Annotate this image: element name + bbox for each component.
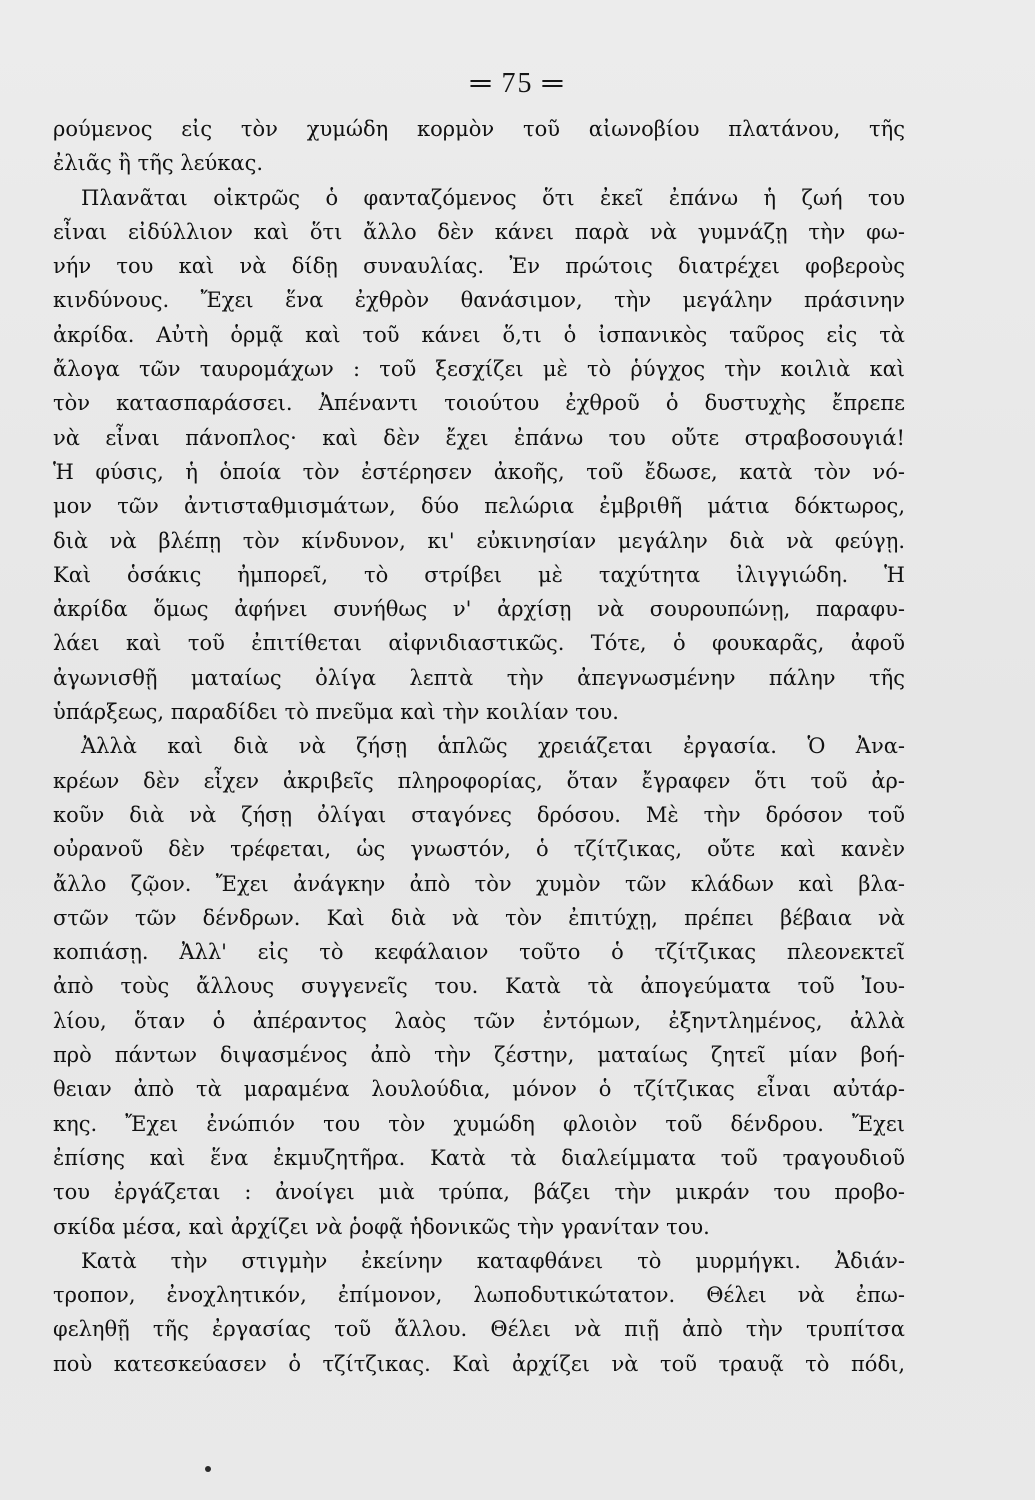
- text-line: κης. Ἔχει ἐνώπιόν του τὸν χυμώδη φλοιὸν τοῦ δένδρου. Ἔχει: [53, 1111, 905, 1136]
- text-line: τὸν κατασπαράσσει. Ἀπέναντι τοιούτου ἐχθροῦ ὁ δυστυχὴς ἔπρεπε: [53, 391, 905, 416]
- text-line: ἀπὸ τοὺς ἄλλους συγγενεῖς του. Κατὰ τὰ ἀπογεύματα τοῦ Ἰου-: [53, 974, 905, 999]
- text-line: θειαν ἀπὸ τὰ μαραμένα λουλούδια, μόνον ὁ τζίτζικας εἶναι αὐτάρ-: [53, 1077, 905, 1102]
- text-line: λάει καὶ τοῦ ἐπιτίθεται αἰφνιδιαστικῶς. Τότε, ὁ φουκαρᾶς, ἀφοῦ: [53, 631, 905, 656]
- text-line: κοῦν διὰ νὰ ζήσῃ ὀλίγαι σταγόνες δρόσου. Μὲ τὴν δρόσον τοῦ: [53, 802, 905, 827]
- text-line: κινδύνους. Ἔχει ἕνα ἐχθρὸν θανάσιμον, τὴν μεγάλην πράσινην: [53, 288, 905, 313]
- text-line: κοπιάσῃ. Ἀλλ' εἰς τὸ κεφάλαιον τοῦτο ὁ τζίτζικας πλεονεκτεῖ: [53, 940, 905, 965]
- text-line: ἄλογα τῶν ταυρομάχων : τοῦ ξεσχίζει μὲ τὸ ῥύγχος τὴν κοιλιὰ καὶ: [53, 357, 905, 382]
- text-line: Πλανᾶται οἰκτρῶς ὁ φανταζόμενος ὅτι ἐκεῖ ἐπάνω ἡ ζωή του: [81, 185, 905, 210]
- text-line: νὰ εἶναι πάνοπλος· καὶ δὲν ἔχει ἐπάνω του οὔτε στραβοσουγιά!: [53, 425, 905, 450]
- text-line: ἄλλο ζῷον. Ἔχει ἀνάγκην ἀπὸ τὸν χυμὸν τῶν κλάδων καὶ βλα-: [53, 871, 905, 896]
- text-line: διὰ νὰ βλέπῃ τὸν κίνδυνον, κι' εὐκινησίαν μεγάλην διὰ νὰ φεύγῃ.: [53, 528, 905, 553]
- text-line: νήν του καὶ νὰ δίδῃ συναυλίας. Ἐν πρώτοις διατρέχει φοβεροὺς: [53, 254, 905, 279]
- text-line: Κατὰ τὴν στιγμὴν ἐκείνην καταφθάνει τὸ μυρμήγκι. Ἀδιάν-: [81, 1248, 905, 1273]
- ink-speck: [205, 1466, 211, 1472]
- text-line: κρέων δὲν εἶχεν ἀκριβεῖς πληροφορίας, ὅταν ἔγραφεν ὅτι τοῦ ἀρ-: [53, 768, 905, 793]
- text-line: Καὶ ὁσάκις ἠμπορεῖ, τὸ στρίβει μὲ ταχύτητα ἰλιγγιώδη. Ἡ: [53, 562, 905, 587]
- text-line: Ἡ φύσις, ἡ ὁποία τὸν ἐστέρησεν ἀκοῆς, τοῦ ἔδωσε, κατὰ τὸν νό-: [53, 459, 905, 484]
- text-line: ποὺ κατεσκεύασεν ὁ τζίτζικας. Καὶ ἀρχίζει νὰ τοῦ τραυᾷ τὸ πόδι,: [53, 1351, 905, 1376]
- text-line: οὐρανοῦ δὲν τρέφεται, ὡς γνωστόν, ὁ τζίτζικας, οὔτε καὶ κανὲν: [53, 837, 905, 862]
- text-line: ἐλιᾶς ἢ τῆς λεύκας.: [53, 151, 264, 176]
- text-line: σκίδα μέσα, καὶ ἀρχίζει νὰ ῥοφᾷ ἡδονικῶς τὴν γρανίταν του.: [53, 1214, 710, 1239]
- text-line: εἶναι εἰδύλλιον καὶ ὅτι ἄλλο δὲν κάνει παρὰ νὰ γυμνάζῃ τὴν φω-: [53, 219, 905, 244]
- text-line: του ἐργάζεται : ἀνοίγει μιὰ τρύπα, βάζει τὴν μικράν του προβο-: [53, 1180, 905, 1205]
- body-text: [53, 112, 905, 1381]
- text-line: ἐπίσης καὶ ἕνα ἐκμυζητῆρα. Κατὰ τὰ διαλείμματα τοῦ τραγουδιοῦ: [53, 1145, 905, 1170]
- text-line: ρούμενος εἰς τὸν χυμώδη κορμὸν τοῦ αἰωνοβίου πλατάνου, τῆς: [53, 117, 905, 141]
- text-line: πρὸ πάντων διψασμένος ἀπὸ τὴν ζέστην, ματαίως ζητεῖ μίαν βοή-: [53, 1043, 905, 1068]
- text-line: μον τῶν ἀντισταθμισμάτων, δύο πελώρια ἐμβριθῆ μάτια δόκτωρος,: [53, 494, 905, 519]
- text-line: ἀκρίδα. Αὐτὴ ὁρμᾷ καὶ τοῦ κάνει ὅ,τι ὁ ἰσπανικὸς ταῦρος εἰς τὰ: [53, 322, 905, 347]
- text-line: στῶν τῶν δένδρων. Καὶ διὰ νὰ τὸν ἐπιτύχῃ, πρέπει βέβαια νὰ: [53, 905, 905, 930]
- text-line: Ἀλλὰ καὶ διὰ νὰ ζήσῃ ἁπλῶς χρειάζεται ἐργασία. Ὁ Ἀνα-: [81, 734, 905, 759]
- text-line: φεληθῇ τῆς ἐργασίας τοῦ ἄλλου. Θέλει νὰ πιῇ ἀπὸ τὴν τρυπίτσα: [53, 1317, 905, 1342]
- text-line: ἀγωνισθῇ ματαίως ὀλίγα λεπτὰ τὴν ἀπεγνωσμένην πάλην τῆς: [53, 665, 905, 690]
- text-line: ὑπάρξεως, παραδίδει τὸ πνεῦμα καὶ τὴν κοιλίαν του.: [53, 700, 619, 725]
- text-line: ἀκρίδα ὅμως ἀφήνει συνήθως ν' ἀρχίσῃ νὰ σουρουπώνῃ, παραφυ-: [53, 597, 905, 622]
- text-line: λίου, ὅταν ὁ ἀπέραντος λαὸς τῶν ἐντόμων, ἐξηντλημένος, ἀλλὰ: [53, 1008, 905, 1033]
- page-number: ═ 75 ═: [470, 68, 565, 99]
- text-line: τροπον, ἐνοχλητικόν, ἐπίμονον, λωποδυτικώτατον. Θέλει νὰ ἐπω-: [53, 1283, 905, 1308]
